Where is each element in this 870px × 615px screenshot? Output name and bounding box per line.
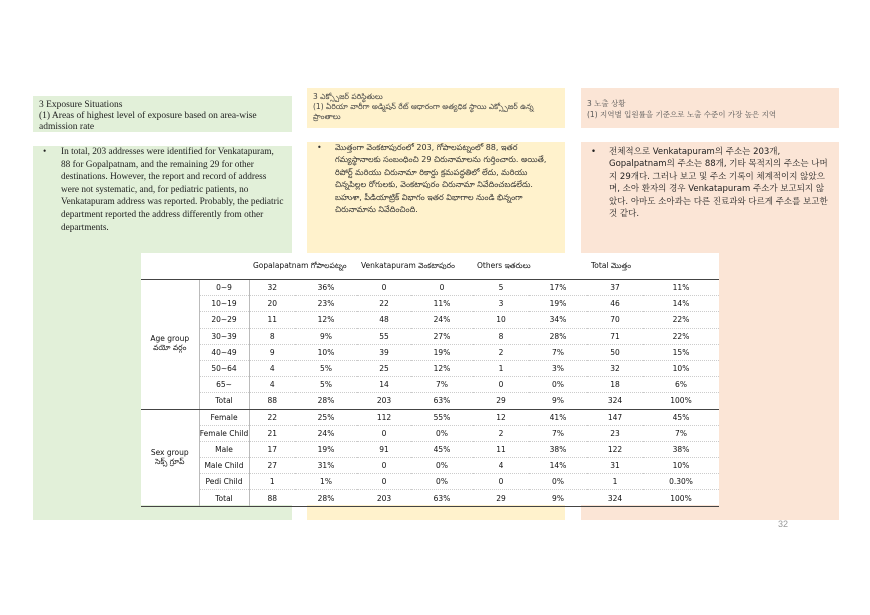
age-group-title: Age group [150,334,190,344]
table-cell: 31 [587,458,643,474]
sex-group-label [141,409,199,506]
exposure-table [141,253,719,505]
table-cell: 63% [411,490,473,506]
table-row [141,328,719,344]
table-cell: 28% [295,393,357,409]
table-cell: 6% [643,377,719,393]
row-label: 50~64 [199,360,249,376]
table-cell: 5 [473,280,529,296]
table-cell: 0% [411,474,473,490]
row-label: Male Child [199,458,249,474]
table-cell: 46 [587,296,643,312]
table-cell: 2 [473,344,529,360]
sex-group-section [141,409,719,506]
table-row [141,393,719,409]
table-cell: 1 [587,474,643,490]
table-cell: 19% [529,296,587,312]
english-heading-subtitle: (1) Areas of highest level of exposure based on area-wise admission rate [39,111,257,132]
table-cell: 70 [587,312,643,328]
table-cell: 27 [249,458,295,474]
header-others: Others ఇతరులు [473,253,587,280]
table-cell: 11% [411,296,473,312]
korean-heading [581,88,839,128]
row-label: Pedi Child [199,474,249,490]
row-label: 40~49 [199,344,249,360]
table-cell: 203 [357,393,411,409]
row-label: 0~9 [199,280,249,296]
table-cell: 55% [411,409,473,425]
table-header-row [141,253,719,280]
table-cell: 0% [411,458,473,474]
english-bullet [33,146,292,234]
table-cell: 12 [473,409,529,425]
table-cell: 39 [357,344,411,360]
table-cell: 28% [295,490,357,506]
sex-group-title: Sex group [150,447,189,457]
table-cell: 38% [529,441,587,457]
table-cell: 88 [249,393,295,409]
age-group-label [141,280,199,410]
table-cell: 24% [295,425,357,441]
english-heading [33,96,292,132]
row-label: Total [199,393,249,409]
table-cell: 9% [529,393,587,409]
telugu-heading-subtitle: (1) ఏరియా వారీగా అడ్మిషన్ రేట్ ఆధారంగా అత్యధిక స్థాయి ఎక్స్పోజర్ ఉన్న ప్రాంతాలు [313,102,534,121]
table-row [141,344,719,360]
table-row [141,312,719,328]
table-cell: 7% [643,425,719,441]
table-row [141,296,719,312]
korean-bullet-text: 전체적으로 Venkatapuram의 주소는 203개, Gopalpatnam의 주소는 88개, 기타 목적지의 주소는 나머지 29개다. 그러나 보고 및 주소 기록이 체계적이지 않았으며, 소아 환자의 경우 Venkatapuram 주소가 보고되지 않았다. 아마도 소아과는 다른 진료과와 다르게 주소를 보고한 것 같다. [609,147,828,220]
row-label: 20~29 [199,312,249,328]
table-cell: 2 [473,425,529,441]
table-cell: 22 [249,409,295,425]
table-cell: 4 [249,377,295,393]
table-cell: 4 [473,458,529,474]
table-cell: 0 [357,474,411,490]
header-total: Total మొత్తం [587,253,719,280]
table-cell: 3% [529,360,587,376]
table-cell: 11 [473,441,529,457]
table-cell: 8 [473,328,529,344]
table-cell: 8 [249,328,295,344]
table-cell: 0 [473,377,529,393]
table-cell: 203 [357,490,411,506]
table-cell: 324 [587,490,643,506]
table-cell: 0.30% [643,474,719,490]
header-venkatapuram: Venkatapuram వెంకటాపురం [357,253,473,280]
table-row [141,458,719,474]
age-group-title-telugu: వయో వర్గం [153,343,187,353]
table-cell: 17 [249,441,295,457]
table-cell: 20 [249,296,295,312]
table-cell: 23% [295,296,357,312]
table-row [141,490,719,506]
header-gopalapatnam: Gopalapatnam గోపాలపట్నం [249,253,357,280]
table-cell: 88 [249,490,295,506]
korean-heading-title: 3 노출 상황 [587,99,626,108]
sex-group-title-telugu: సెక్స్ గ్రూప్ [155,456,185,466]
table-cell: 31% [295,458,357,474]
bullet-dot-icon: • [317,143,322,152]
table-row [141,441,719,457]
table-cell: 7% [529,425,587,441]
table-cell: 29 [473,393,529,409]
table-cell: 9 [249,344,295,360]
row-label: 30~39 [199,328,249,344]
korean-bullet [581,142,839,220]
table-cell: 0 [411,280,473,296]
telugu-heading [307,88,565,128]
table-cell: 21 [249,425,295,441]
table-cell: 15% [643,344,719,360]
age-group-section [141,280,719,410]
table-cell: 28% [529,328,587,344]
header-blank [199,253,249,280]
table-cell: 22 [357,296,411,312]
table-cell: 324 [587,393,643,409]
table-cell: 100% [643,490,719,506]
table-cell: 29 [473,490,529,506]
table-cell: 10% [643,360,719,376]
table-cell: 0 [473,474,529,490]
table-cell: 5% [295,360,357,376]
table-cell: 5% [295,377,357,393]
table-cell: 91 [357,441,411,457]
table-cell: 55 [357,328,411,344]
row-label: Male [199,441,249,457]
table-cell: 0% [529,474,587,490]
table-cell: 9% [529,490,587,506]
table-cell: 0% [411,425,473,441]
table-cell: 9% [295,328,357,344]
table-cell: 11% [643,280,719,296]
table-cell: 18 [587,377,643,393]
telugu-bullet [307,142,565,216]
table-cell: 32 [249,280,295,296]
table-cell: 0% [529,377,587,393]
table-cell: 12% [295,312,357,328]
table-cell: 71 [587,328,643,344]
table-cell: 0 [357,425,411,441]
table-cell: 36% [295,280,357,296]
exposure-data-table [141,253,719,507]
table-cell: 63% [411,393,473,409]
bullet-dot-icon: • [591,147,597,157]
table-cell: 122 [587,441,643,457]
table-cell: 41% [529,409,587,425]
table-cell: 147 [587,409,643,425]
table-cell: 14% [643,296,719,312]
row-label: Female Child [199,425,249,441]
table-cell: 25 [357,360,411,376]
table-cell: 10% [295,344,357,360]
table-cell: 1 [249,474,295,490]
table-cell: 12% [411,360,473,376]
table-cell: 22% [643,328,719,344]
korean-heading-subtitle: (1) 지역별 입원률을 기준으로 노출 수준이 가장 높은 지역 [587,110,777,119]
table-row [141,425,719,441]
table-cell: 38% [643,441,719,457]
row-label: 65~ [199,377,249,393]
row-label: 10~19 [199,296,249,312]
table-cell: 4 [249,360,295,376]
table-cell: 112 [357,409,411,425]
table-cell: 17% [529,280,587,296]
row-label: Total [199,490,249,506]
table-cell: 37 [587,280,643,296]
table-cell: 14% [529,458,587,474]
table-cell: 100% [643,393,719,409]
table-cell: 3 [473,296,529,312]
table-cell: 10 [473,312,529,328]
table-cell: 48 [357,312,411,328]
table-cell: 10% [643,458,719,474]
table-cell: 45% [411,441,473,457]
table-cell: 19% [411,344,473,360]
table-cell: 14 [357,377,411,393]
table-row [141,377,719,393]
telugu-bullet-text: మొత్తంగా వెంకటాపురంలో 203, గోపాలపట్నంలో 88, ఇతర గమ్యస్థానాలకు సంబంధించి 29 చిరునామాలను గుర్తించారు. అయితే, రిపోర్ట్ మరియు చిరునామా రికార్డు క్రమపద్ధతిలో లేదు, మరియు చిన్నపిల్లల రోగులకు, వెంకటాపురం చిరునామా నివేదించబడలేదు. బహుశా, పీడియాట్రిక్ విభాగం ఇతర విభాగాల నుండి భిన్నంగా చిరునామాను నివేదించింది. [335,143,547,215]
table-cell: 0 [357,458,411,474]
table-row [141,360,719,376]
table-cell: 11 [249,312,295,328]
telugu-heading-title: 3 ఎక్స్పోజర్ పరిస్థితులు [313,92,383,101]
header-blank [141,253,199,280]
table-cell: 1% [295,474,357,490]
table-cell: 32 [587,360,643,376]
table-cell: 23 [587,425,643,441]
table-cell: 25% [295,409,357,425]
table-cell: 7% [529,344,587,360]
table-cell: 24% [411,312,473,328]
table-row [141,280,719,296]
table-cell: 1 [473,360,529,376]
bullet-dot-icon: • [43,147,47,157]
table-cell: 45% [643,409,719,425]
table-row [141,409,719,425]
english-bullet-text: In total, 203 addresses were identified for Venkatapuram, 88 for Gopalpatnam, and the remaining 29 for other destinations. However, the report and record of address were not systematic, and, for pediatric patients, no Venkatapuram address was reported. Probably, the pediatric department reported the address differently from other departments. [61,147,284,233]
page-number: 32 [778,519,789,529]
table-cell: 22% [643,312,719,328]
table-cell: 0 [357,280,411,296]
table-cell: 34% [529,312,587,328]
row-label: Female [199,409,249,425]
table-cell: 50 [587,344,643,360]
english-heading-title: 3 Exposure Situations [39,100,123,110]
table-row [141,474,719,490]
table-cell: 7% [411,377,473,393]
table-cell: 19% [295,441,357,457]
table-cell: 27% [411,328,473,344]
